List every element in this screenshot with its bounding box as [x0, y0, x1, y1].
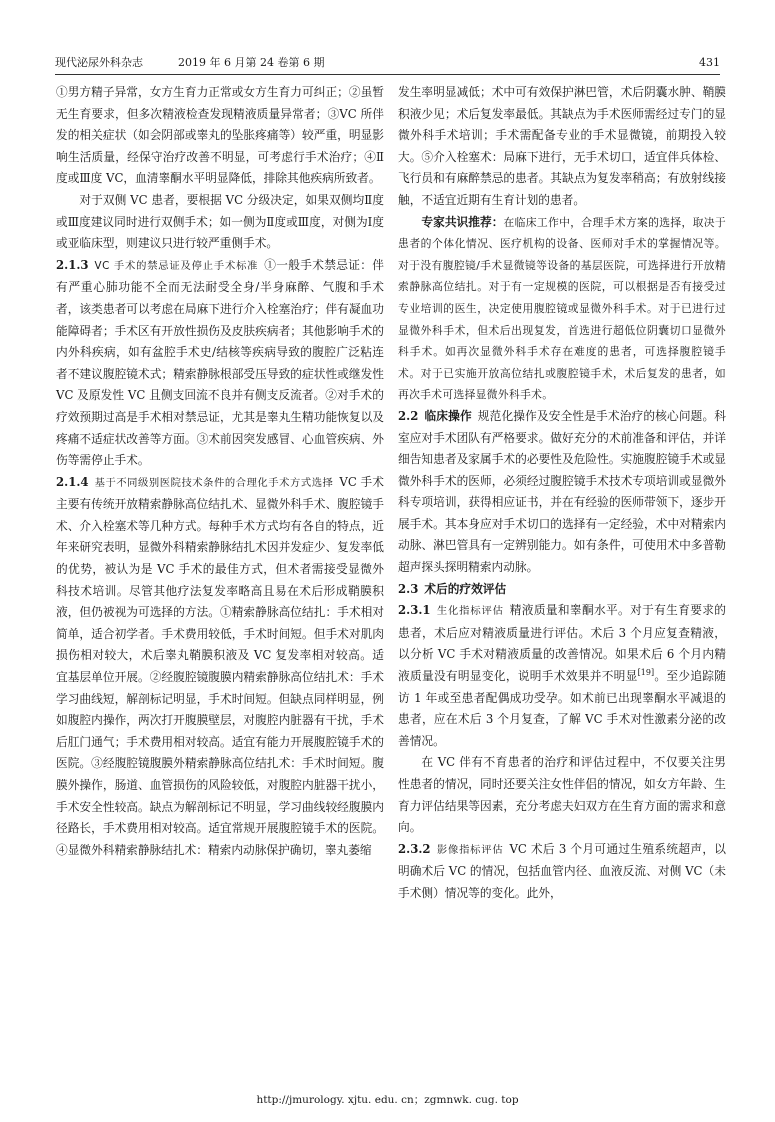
- section-title: 临床操作: [424, 408, 472, 423]
- paragraph-continuation: 发生率明显减低；术中可有效保护淋巴管，术后阴囊水肿、鞘膜积液少见；术后复发率最低。其缺点为手术医师需经过专门的显微外科手术培训；手术需配备专业的手术显微镜，前期投入较大。⑤介入栓塞术：局麻下进行，无手术切口，适宜伴兵体检、飞行员和有麻醉禁忌的患者。其缺点为复发率稍高；有放射线接触，不适宜近期有生育计划的患者。: [398, 85, 726, 207]
- running-header: [55, 54, 720, 72]
- section-number: 2.3: [398, 581, 419, 596]
- section-title: 基于不同级别医院技术条件的合理化手术方式选择: [94, 476, 334, 489]
- section-body-cont: 。至少追踪随访 1 年或至患者配偶成功受孕。如术前已出现睾酮水平减退的患者，应在术后 3 个月复查，了解 VC 手术对性激素分泌的改善情况。: [398, 669, 726, 748]
- section-body: ①一般手术禁忌证：伴有严重心肺功能不全而无法耐受全身/半身麻醉、气腹和手术者，该类患者可以考虑在局麻下进行介入栓塞治疗；伴有凝血功能障碍者；手术区有开放性损伤及皮肤疾病者；其他影响手术的内外科疾病，如有盆腔手术史/结核等疾病导致的腹腔广泛粘连者不建议腹腔镜术式；精索静脉根部受压导致的症状性或继发性 VC 及原发性 VC 且侧支回流不良并有侧支反流者。②对手术的疗效预期过高是手术相对禁忌证，尤其是睾丸生精功能恢复以及疼痛不适症状改善等方面。③术前因突发感冒、心血管疾病、外伤等需停止手术。: [56, 257, 384, 468]
- section-2-3: [398, 579, 726, 601]
- section-number: 2.1.3: [56, 257, 89, 272]
- consensus-label: 专家共识推荐：: [421, 214, 504, 229]
- section-title: 影像指标评估: [436, 843, 504, 856]
- section-body: VC 手术主要有传统开放精索静脉高位结扎术、显微外科手术、腹腔镜手术、介入栓塞术等几种方式。每种手术方式均有各自的特点，近年来研究表明，显微外科精索静脉结扎术因并发症少、复发率低的优势，被认为是 VC 手术的最佳方式，但术者需接受显微外科技术培训。尽管其他疗法复发率略高且易在术后形成鞘膜积液，但仍被视为可选择的方法。①精索静脉高位结扎：手术相对简单，适合初学者。手术费用较低，手术时间短。但手术对肌肉损伤相对较大，术后睾丸鞘膜积液及 VC 复发率相对较高。适宜基层单位开展。②经腹腔镜腹膜内精索静脉高位结扎术：手术学习曲线短，解剖标记明显，手术时间短。但缺点同样明显，例如腹腔内操作，两次打开腹膜壁层，对腹腔内脏器有干扰，手术后肛门通气；手术费用相对较高。适宜有能力开展腹腔镜手术的医院。③经腹腔镜腹膜外精索静脉高位结扎术：手术时间短。腹膜外操作，肠道、血管损伤的风险较低，对腹腔内脏器干扰小，手术安全性较高。缺点为解剖标记不明显，学习曲线较经腹膜内径路长，手术费用相对较高。适宜常规开展腹腔镜手术的医院。④显微外科精索静脉结扎术：精索内动脉保护确切，睾丸萎缩: [56, 474, 384, 857]
- journal-name: 现代泌尿外科杂志: [55, 56, 143, 69]
- left-column: [56, 82, 384, 861]
- expert-consensus: [398, 212, 726, 406]
- section-2-2: [398, 406, 726, 579]
- section-number: 2.1.4: [56, 474, 89, 489]
- paragraph-partner: 在 VC 伴有不育患者的治疗和评估过程中，不仅要关注男性患者的情况，同时还要关注女性伴侣的情况，如女方年龄、生育力评估结果等因素，充分考虑夫妇双方在生育方面的需求和意向。: [398, 755, 726, 835]
- section-2-1-3: [56, 255, 384, 472]
- section-title: VC 手术的禁忌证及停止手术标准: [94, 259, 259, 272]
- header-divider: [55, 74, 720, 75]
- section-body: 规范化操作及安全性是手术治疗的核心问题。科室应对手术团队有严格要求。做好充分的术前准备和评估，并详细告知患者及家属手术的必要性及危险性。实施腹腔镜手术或显微外科手术的医师，必须经过腹腔镜手术技术专项培训或显微外科专项培训，获得相应证书，并在有经验的医师带领下，逐步开展手术。其本身应对手术切口的选择有一定经验，术中对精索内动脉、淋巴管具有一定辨别能力。如有条件，可使用术中多普勒超声探头探明精索内动脉。: [398, 408, 726, 575]
- paragraph-bilateral: 对于双侧 VC 患者，要根据 VC 分级决定，如果双侧均Ⅱ度或Ⅲ度建议同时进行双侧手术；如一侧为Ⅱ度或Ⅲ度，对侧为Ⅰ度或亚临床型，则建议只进行较严重侧手术。: [56, 192, 384, 251]
- citation-ref[interactable]: [19]: [637, 668, 655, 678]
- section-2-1-4: [56, 472, 384, 862]
- paragraph-indications: ①男方精子异常，女方生育力正常或女方生育力可纠正；②虽暂无生育要求，但多次精液检查发现精液质量异常者；③VC 所伴发的相关症状（如会阴部或睾丸的坠胀疼痛等）较严重，明显影响生活质量，经保守治疗改善不明显，可考虑行手术治疗；④Ⅱ度或Ⅲ度 VC，血清睾酮水平明显降低，排除其他疾病所致者。: [56, 85, 384, 186]
- right-column: [398, 82, 726, 905]
- section-2-3-2: [398, 839, 726, 905]
- section-title: 术后的疗效评估: [424, 581, 507, 596]
- consensus-body: 在临床工作中，合理手术方案的选择，取决于患者的个体化情况、医疗机构的设备、医师对手术的掌握情况等。对于没有腹腔镜/手术显微镜等设备的基层医院，可选择进行开放精索静脉高位结扎。对于有一定规模的医院，可以根据是否有接受过专业培训的医生，决定使用腹腔镜或显微外科手术。对于已进行过显微外科手术，但术后出现复发，首选进行超低位阴囊切口显微外科手术。如再次显微外科手术存在难度的患者，可选择腹腔镜手术。对于已实施开放高位结扎或腹腔镜手术，术后复发的患者，如再次手术可选择显微外科手术。: [398, 215, 726, 402]
- footer-url[interactable]: http://jmurology. xjtu. edu. cn；zgmnwk. cug. top: [256, 1094, 519, 1106]
- issue-info: 2019 年 6 月第 24 卷第 6 期: [178, 56, 325, 69]
- section-number: 2.3.1: [398, 603, 431, 618]
- page-number: 431: [699, 56, 720, 69]
- section-number: 2.3.2: [398, 841, 431, 856]
- section-2-3-1: [398, 600, 726, 752]
- section-body: VC 术后 3 个月可通过生殖系统超声，以明确术后 VC 的情况，包括血管内径、血液反流、对侧 VC（未手术侧）情况等的变化。此外，: [398, 841, 726, 900]
- section-number: 2.2: [398, 408, 419, 423]
- section-body: 精液质量和睾酮水平。对于有生育要求的患者，术后应对精液质量进行评估。术后 3 个月应复查精液，以分析 VC 手术对精液质量的改善情况。如果术后 6 个月内精液质量没有明显变化，说明手术效果并不明显: [398, 603, 726, 684]
- section-title: 生化指标评估: [436, 605, 504, 618]
